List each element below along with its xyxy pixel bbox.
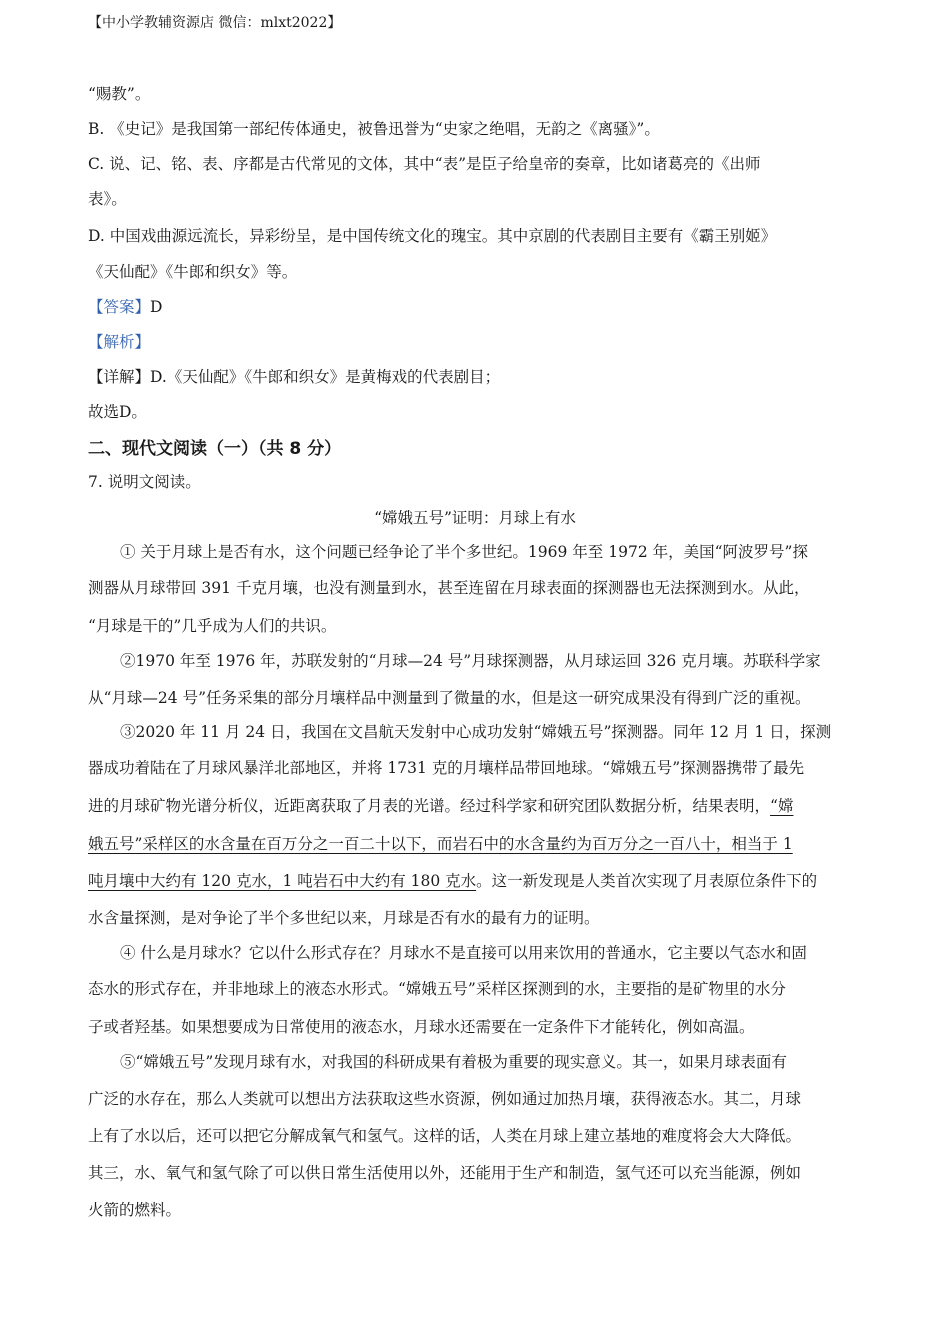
choose-line: 故选D。 (88, 403, 147, 421)
para4-line1: ④ 什么是月球水？它以什么形式存在？月球水不是直接可以用来饮用的普通水，它主要以气态水和固 (120, 944, 807, 962)
answer-label: 【答案】 (88, 298, 151, 316)
para5-line4: 其三，水、氧气和氢气除了可以供日常生活使用以外，还能用于生产和制造，氢气还可以充当能源，例如 (88, 1164, 802, 1182)
para1-line1: ① 关于月球上是否有水，这个问题已经争论了半个多世纪。1969 年至 1972 年，美国“阿波罗号”探 (120, 543, 808, 561)
para5-line5: 火箭的燃料。 (88, 1201, 182, 1219)
para3-line3-text: 进的月球矿物光谱分析仪，近距离获取了月表的光谱。经过科学家和研究团队数据分析，结果表明， (88, 797, 771, 815)
para3-line1: ③2020 年 11 月 24 日，我国在文昌航天发射中心成功发射“嫦娥五号”探测器。同年 12 月 1 日，探测 (120, 723, 832, 741)
answer-value: D (150, 298, 163, 316)
option-d-line1: D. 中国戏曲源远流长，异彩纷呈，是中国传统文化的瑰宝。其中京剧的代表剧目主要有《霸王别姬》 (88, 227, 777, 245)
detail-label: 【详解】 (88, 368, 151, 386)
para1-line3: “月球是干的”几乎成为人们的共识。 (88, 617, 337, 635)
q6-tail-line: “赐教”。 (88, 85, 151, 103)
para2-line1: ②1970 年至 1976 年，苏联发射的“月球—24 号”月球探测器，从月球运回 326 克月壤。苏联科学家 (120, 652, 821, 670)
option-d-line2: 《天仙配》《牛郎和织女》等。 (88, 263, 298, 281)
underlined-passage-start: “嫦 (770, 797, 794, 815)
para3-line3 (88, 794, 868, 816)
para1-line2: 测器从月球带回 391 千克月壤，也没有测量到水，甚至连留在月球表面的探测器也无法探测到水。从此， (88, 579, 810, 597)
detail-text: D.《天仙配》《牛郎和织女》是黄梅戏的代表剧目； (150, 368, 501, 386)
para2-line2: 从“月球—24 号”任务采集的部分月壤样品中测量到了微量的水，但是这一研究成果没有得到广泛的重视。 (88, 689, 811, 707)
para4-line3: 子或者羟基。如果想要成为日常使用的液态水，月球水还需要在一定条件下才能转化，例如高温。 (88, 1018, 755, 1036)
article-title: “嫦娥五号”证明：月球上有水 (374, 509, 576, 527)
para5-line2: 广泛的水存在，那么人类就可以想出方法获取这些水资源，例如通过加热月壤，获得液态水。其二，月球 (88, 1090, 802, 1108)
para3-line6: 水含量探测，是对争论了半个多世纪以来，月球是否有水的最有力的证明。 (88, 909, 600, 927)
section-heading: 二、现代文阅读（一）（共 8 分） (88, 439, 342, 459)
underlined-passage-end: 吨月壤中大约有 120 克水，1 吨岩石中大约有 180 克水 (88, 872, 477, 890)
option-c-line1: C. 说、记、铭、表、序都是古代常见的文体，其中“表”是臣子给皇帝的奏章，比如诸葛亮的《出师 (88, 155, 761, 173)
option-b: B. 《史记》是我国第一部纪传体通史，被鲁迅誉为“史家之绝唱，无韵之《离骚》”。 (88, 120, 660, 138)
question-7-prompt: 7. 说明文阅读。 (88, 473, 201, 491)
underlined-passage-line: 娥五号”采样区的水含量在百万分之一百二十以下，而岩石中的水含量约为百万分之一百八十，相当于 1 (88, 835, 793, 853)
para5-line1: ⑤“嫦娥五号”发现月球有水，对我国的科研成果有着极为重要的现实意义。其一，如果月球表面有 (120, 1053, 787, 1071)
answer-line (88, 295, 868, 317)
analysis-label: 【解析】 (88, 333, 151, 351)
para4-line2: 态水的形式存在，并非地球上的液态水形式。“嫦娥五号”采样区探测到的水，主要指的是矿物里的水分 (88, 980, 786, 998)
option-c-line2: 表》。 (88, 190, 127, 208)
para5-line3: 上有了水以后，还可以把它分解成氧气和氢气。这样的话，人类在月球上建立基地的难度将会大大降低。 (88, 1127, 802, 1145)
page-header: 【中小学教辅资源店 微信：mlxt2022】 (88, 15, 342, 31)
para3-line2: 器成功着陆在了月球风暴洋北部地区，并将 1731 克的月壤样品带回地球。“嫦娥五号”探测器携带了最先 (88, 759, 805, 777)
detail-line (88, 365, 868, 387)
para3-line5-text: 。这一新发现是人类首次实现了月表原位条件下的 (476, 872, 818, 890)
para3-line5 (88, 869, 868, 891)
